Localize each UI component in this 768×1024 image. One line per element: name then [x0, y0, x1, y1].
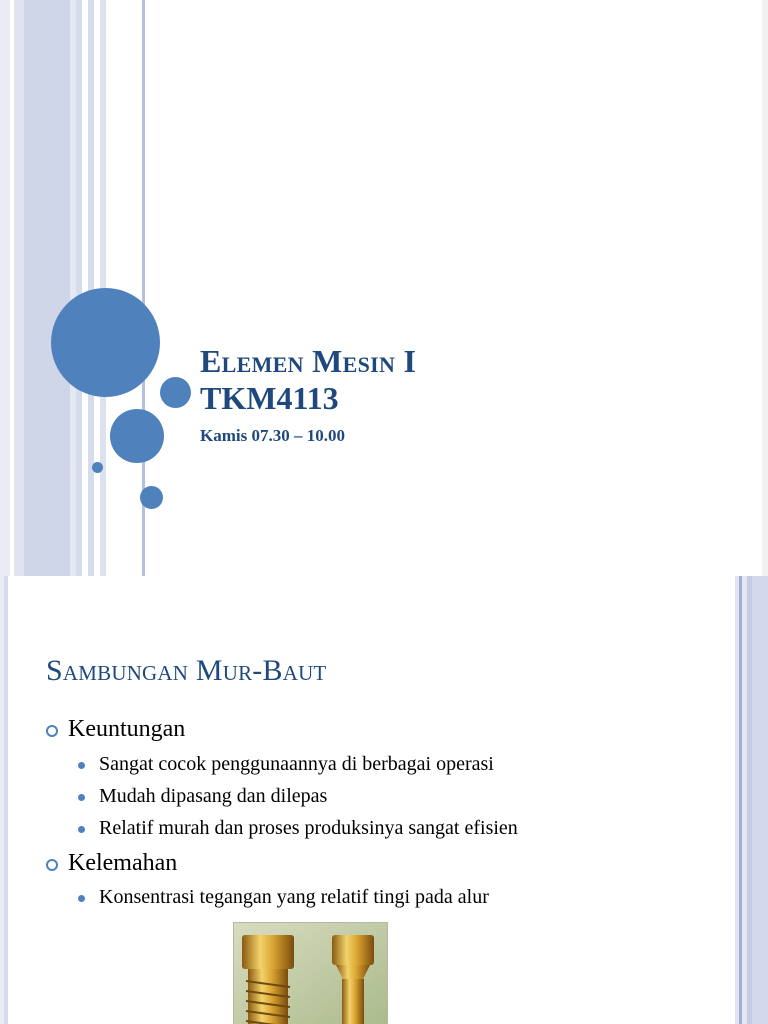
slide-edge: [762, 0, 768, 576]
bolt-photo: [233, 922, 388, 1024]
dot-bullet-icon: [78, 762, 85, 769]
bolt-illustration-icon: [234, 923, 388, 1024]
title-block: [200, 343, 416, 446]
decor-stripe: [24, 0, 70, 576]
decor-circle-medium: [110, 409, 164, 463]
course-code: TKM4113: [200, 380, 339, 416]
dot-bullet-icon: [78, 895, 85, 902]
ring-bullet-icon: [46, 725, 58, 737]
decor-stripe: [14, 0, 24, 576]
decor-circle-tiny: [92, 462, 103, 473]
list-item-text: Sangat cocok penggunaannya di berbagai operasi: [99, 753, 494, 775]
ring-bullet-icon: [46, 859, 58, 871]
section-heading-label: Keuntungan: [68, 716, 186, 742]
dot-bullet-icon: [78, 794, 85, 801]
list-item-text: Mudah dipasang dan dilepas: [99, 785, 328, 807]
list-item: [78, 886, 489, 909]
list-item: [78, 817, 518, 840]
section-heading: [46, 850, 177, 877]
list-item-text: Relatif murah dan proses produksinya sangat efisien: [99, 817, 518, 839]
decor-stripe: [0, 0, 10, 576]
decor-stripe: [4, 576, 8, 1024]
slide-title: Sambungan Mur-Baut: [46, 654, 327, 687]
dot-bullet-icon: [78, 826, 85, 833]
decor-circle-large: [51, 288, 160, 397]
section-heading: [46, 716, 185, 743]
decor-stripe: [752, 576, 768, 1024]
decor-circle-small: [160, 377, 191, 408]
section-heading-label: Kelemahan: [68, 850, 178, 876]
slide-title: Elemen Mesin I: [200, 343, 417, 379]
list-item: [78, 785, 327, 808]
list-item: [78, 753, 494, 776]
list-item-text: Konsentrasi tegangan yang relatif tingi pada alur: [99, 886, 489, 908]
content-slide: [0, 576, 768, 1024]
schedule-subtitle: Kamis 07.30 – 10.00: [200, 426, 345, 445]
decor-circle-small: [140, 486, 163, 509]
